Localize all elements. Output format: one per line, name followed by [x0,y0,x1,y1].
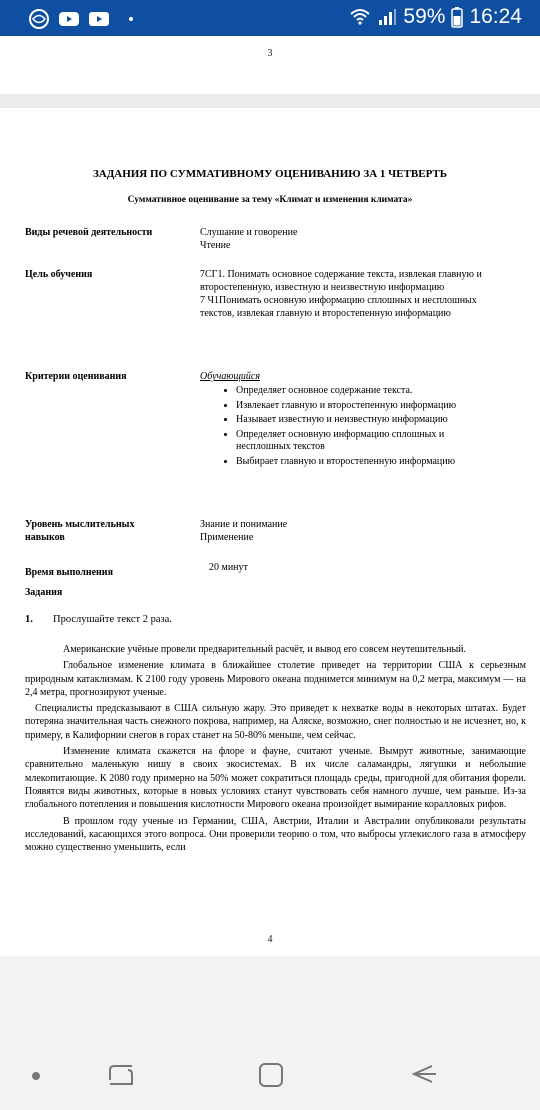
goal-value-2: 7 Ч1Понимать основную информацию сплошных и несплошных текстов, извлекая главную и второстепенную информацию [200,295,477,319]
signal-icon [377,8,397,26]
page-separator [0,94,540,108]
skills-value-2: Применение [200,532,254,543]
navigation-bar [0,1040,540,1110]
page-number: 4 [267,934,273,945]
document-page-4 [0,108,540,956]
speech-label: Виды речевой деятельности [25,227,153,238]
criteria-list [200,385,500,468]
skills-values [200,518,500,544]
speech-value-2: Чтение [200,240,231,251]
speech-value-1: Слушание и говорение [200,227,298,238]
tasks-label: Задания [25,587,63,598]
task-1 [25,614,172,625]
youtube-icon [58,10,80,28]
listening-text [25,643,526,857]
skills-value-1: Знание и понимание [200,519,288,530]
paragraph: Изменение климата скажется на флоре и фауне, считают ученые. Вымрут животные, занимающие сравнительно маленькую нишу в своих экосистемах. В их числе саламандры, лягушки и небольшие млекопитающие. К 2080 году примерно на 50% может сократиться площадь среды, пригодной для обитания форели. Появятся виды животных, которые в новых условиях станут чувствовать себя намного лучше, чем раньше. Из-за глобального потепления и повышения кислотности Мирового океана произойдет вымирание коралловых рифов. [25,746,526,811]
page-number: 3 [267,48,273,59]
task-number: 1. [25,614,33,625]
paragraph: Американские учёные провели предварительный расчёт, и вывод его совсем неутешительный. [63,644,467,655]
list-item: • Извлекает главную и второстепенную информацию [236,400,500,413]
time-value: 20 минут [209,562,248,573]
recents-icon[interactable] [106,1058,136,1090]
clock: 16:24 [469,5,522,28]
criteria-heading: Обучающийся [200,371,261,382]
criteria-values [200,370,500,470]
list-item: • Определяет основное содержание текста. [236,385,500,398]
paragraph: Специалисты предсказывают в США сильную жару. Это приведет к нехватке воды в некоторых штатах. Будет потеряна значительная часть снежного покрова, например, на Аляске, возможно, снег полностью и не исчезнет, но, к примеру, в Калифорнии снегов в горах станет на 50-80% меньше, чем сейчас. [25,703,526,741]
battery-percent: 59% [403,5,446,28]
time-label: Время выполнения [25,567,113,578]
skills-label: Уровень мыслительных навыков [25,519,135,543]
app-icon-1 [28,8,50,30]
list-item: • Определяет основную информацию сплошных и несплошных текстов [236,429,500,454]
status-bar [0,0,540,36]
list-item: • Выбирает главную и второстепенную информацию [236,456,500,469]
home-icon[interactable] [256,1058,286,1090]
speech-values [200,226,500,252]
list-item: • Называет известную и неизвестную информацию [236,414,500,427]
video-icon [88,10,110,28]
dot-button[interactable] [28,1068,44,1084]
battery-icon [451,6,463,28]
task-text: Прослушайте текст 2 раза. [53,614,172,625]
paragraph: В прошлом году ученые из Германии, США, Австрии, Италии и Австралии опубликовали результаты исследований, касающихся этого вопроса. Они проверили теорию о том, что выбросы углекислого газа в атмосферу можно существенно уменьшить, если [25,815,526,854]
document-subtitle: Суммативное оценивание за тему «Климат и изменения климата» [127,195,413,205]
back-icon[interactable] [408,1058,438,1090]
paragraph: Глобальное изменение климата в ближайшее столетие приведет на территории США к серьезным природным катаклизмам. К 2100 году уровень Мирового океана поднимется минимум на 0,2 метра, максимум — на 2,4 метра, прогнозируют ученые. [25,660,526,698]
dot-icon [124,10,138,28]
document-page-3 [0,36,540,94]
wifi-icon [349,8,371,26]
goal-label: Цель обучения [25,269,93,280]
criteria-label: Критерии оценивания [25,371,127,382]
document-title: ЗАДАНИЯ ПО СУММАТИВНОМУ ОЦЕНИВАНИЮ ЗА 1 ЧЕТВЕРТЬ [92,168,448,180]
goal-values [200,268,500,320]
goal-value-1: 7СГ1. Понимать основное содержание текста, извлекая главную и второстепенную, известную и неизвестную информацию [200,269,482,293]
